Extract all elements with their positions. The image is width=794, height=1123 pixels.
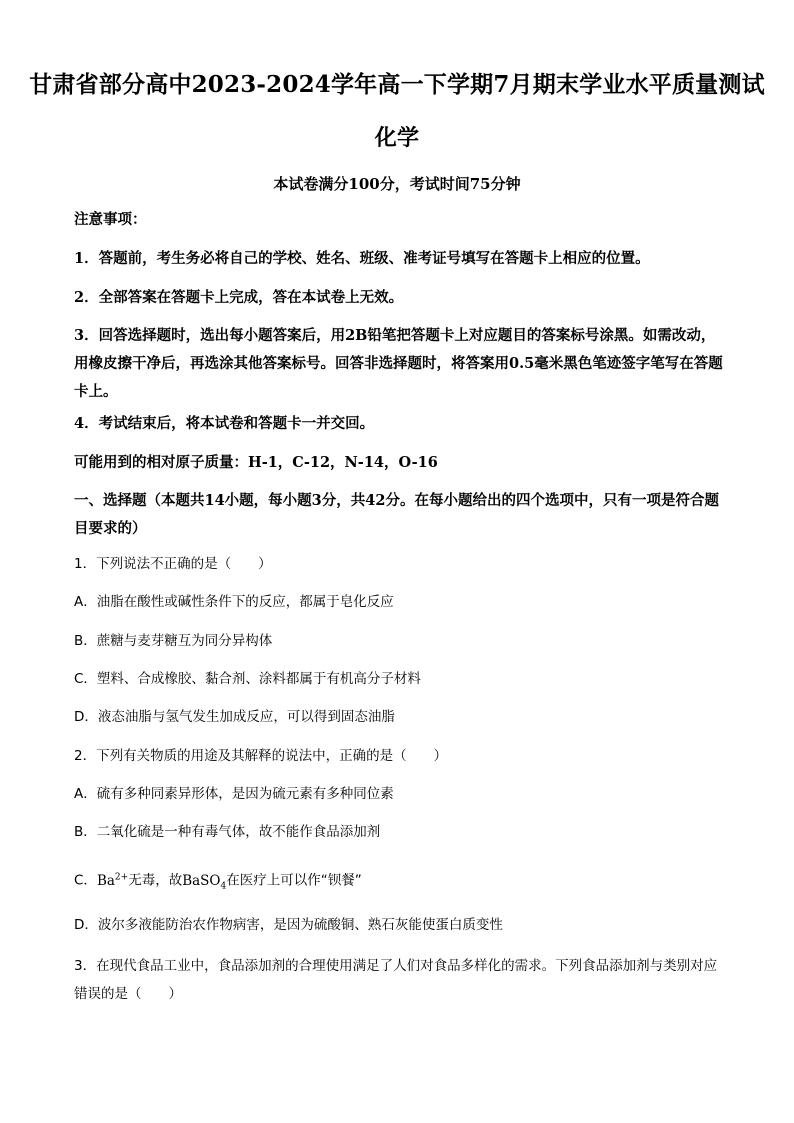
option-c-mid: 无毒，故 bbox=[128, 872, 183, 889]
question-2-option-c bbox=[74, 863, 726, 900]
question-1-option-b: B．蔗糖与麦芽糖互为同分异构体 bbox=[74, 633, 273, 649]
note-item-4: 4．考试结束后，将本试卷和答题卡一并交回。 bbox=[74, 415, 375, 432]
question-1-option-d: D．液态油脂与氢气发生加成反应，可以得到固态油脂 bbox=[74, 709, 395, 725]
notes-heading: 注意事项： bbox=[74, 211, 147, 228]
note-item-2: 2．全部答案在答题卡上完成，答在本试卷上无效。 bbox=[74, 289, 404, 306]
question-2-option-a: A．硫有多种同素异形体，是因为硫元素有多种同位素 bbox=[74, 786, 394, 802]
question-2-option-b: B．二氧化硫是一种有毒气体，故不能作食品添加剂 bbox=[74, 824, 381, 840]
question-3-stem: 3．在现代食品工业中，食品添加剂的合理使用满足了人们对食品多样化的需求。下列食品添加剂与类别对应错误的是（ ） bbox=[74, 958, 718, 1002]
note-item-1: 1．答题前，考生务必将自己的学校、姓名、班级、准考证号填写在答题卡上相应的位置。 bbox=[74, 250, 650, 267]
atomic-mass-line: 可能用到的相对原子质量：H-1，C-12，N-14，O-16 bbox=[74, 454, 438, 471]
option-c-prefix: C． bbox=[74, 872, 97, 889]
question-1-option-a: A．油脂在酸性或碱性条件下的反应，都属于皂化反应 bbox=[74, 594, 394, 610]
exam-title: 甘肃省部分高中2023-2024学年高一下学期7月期末学业水平质量测试 bbox=[29, 71, 765, 98]
option-c-suffix: 在医疗上可以作“钡餐” bbox=[226, 872, 362, 889]
section-heading: 一、选择题（本题共14小题，每小题3分，共42分。在每小题给出的四个选项中，只有一项是符合题目要求的） bbox=[74, 492, 719, 537]
note-item-3: 3．回答选择题时，选出每小题答案后，用2B铅笔把答题卡上对应题目的答案标号涂黑。如需改动，用橡皮擦干净后，再选涂其他答案标号。回答非选择题时，将答案用0.5毫米黑色笔迹签字笔写在答题卡上。 bbox=[74, 327, 723, 400]
barium-ion: $Ba^{2+}$ bbox=[96, 872, 129, 889]
question-1-option-c: C．塑料、合成橡胶、黏合剂、涂料都属于有机高分子材料 bbox=[74, 671, 421, 687]
exam-info: 本试卷满分100分，考试时间75分钟 bbox=[273, 175, 521, 193]
question-2-stem: 2．下列有关物质的用途及其解释的说法中，正确的是（ ） bbox=[74, 748, 448, 764]
question-1-stem: 1．下列说法不正确的是（ ） bbox=[74, 556, 272, 572]
barium-sulfate: BaSO$_4$ bbox=[182, 872, 227, 892]
question-2-option-d: D．波尔多液能防治农作物病害，是因为硫酸铜、熟石灰能使蛋白质变性 bbox=[74, 917, 503, 933]
subject-title: 化学 bbox=[374, 125, 420, 151]
